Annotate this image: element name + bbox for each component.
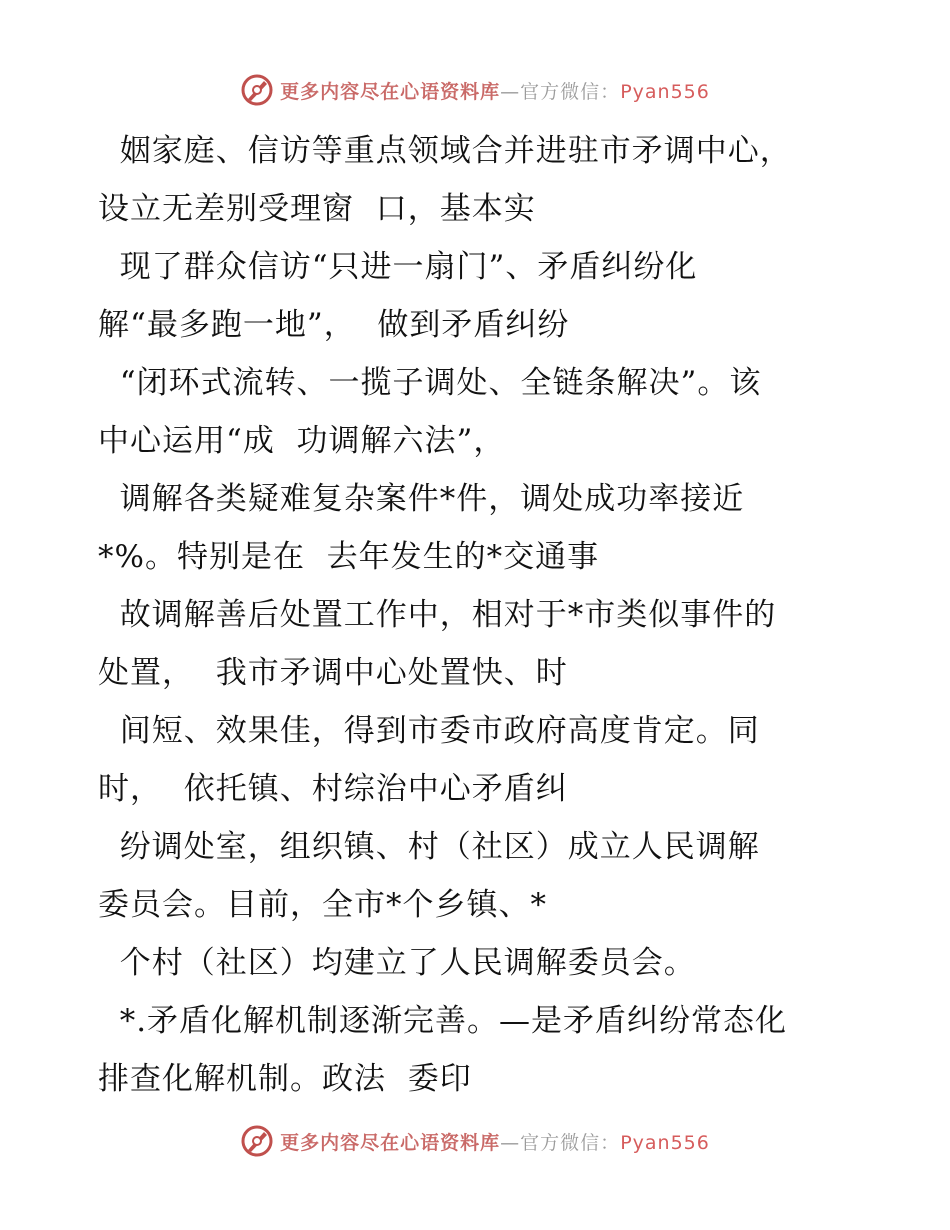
watermark-banner-bottom (0, 1121, 950, 1161)
body-line: *%。特别是在 去年发生的*交通事 (98, 539, 600, 575)
body-line: 姻家庭、信访等重点领域合并进驻市矛调中心， (98, 133, 792, 169)
body-line: 委员会。目前，全市*个乡镇、* (98, 887, 547, 923)
document-body (98, 122, 858, 1108)
watermark-dash: — (500, 1131, 521, 1154)
body-line: 解“最多跑一地”， 做到矛盾纠纷 (98, 307, 570, 343)
watermark-wechat-id: Pyan556 (620, 1131, 710, 1154)
watermark-official-label: 官方微信： (520, 1131, 621, 1154)
body-line: 现了群众信访“只进一扇门”、矛盾纠纷化 (98, 249, 698, 285)
body-line: 排查化解机制。政法 委印 (98, 1061, 472, 1097)
body-line: 设立无差别受理窗 口，基本实 (98, 191, 536, 227)
watermark-brand: 更多内容尽在心语资料库 (280, 80, 501, 103)
quill-seal-icon (240, 73, 274, 107)
watermark-text (280, 77, 710, 104)
quill-seal-icon (240, 1124, 274, 1158)
watermark-brand: 更多内容尽在心语资料库 (280, 1131, 501, 1154)
body-line: 个村（社区）均建立了人民调解委员会。 (98, 945, 696, 981)
body-line: 故调解善后处置工作中，相对于*市类似事件的 (98, 597, 777, 633)
body-line: *.矛盾化解机制逐渐完善。—是矛盾纠纷常态化 (98, 1003, 788, 1039)
body-line: 时， 依托镇、村综治中心矛盾纠 (98, 771, 568, 807)
body-line: 中心运用“成 功调解六法”， (98, 423, 506, 459)
watermark-official-label: 官方微信： (520, 80, 621, 103)
body-line: 间短、效果佳，得到市委市政府高度肯定。同 (98, 713, 760, 749)
watermark-text (280, 1128, 710, 1155)
body-line: 纷调处室，组织镇、村（社区）成立人民调解 (98, 829, 760, 865)
body-line: 处置， 我市矛调中心处置快、时 (98, 655, 568, 691)
watermark-wechat-id: Pyan556 (620, 80, 710, 103)
watermark-banner-top (0, 70, 950, 110)
watermark-dash: — (500, 80, 521, 103)
body-line: 调解各类疑难复杂案件*件，调处成功率接近 (98, 481, 745, 517)
body-line: “闭环式流转、一揽子调处、全链条解决”。该 (98, 365, 762, 401)
